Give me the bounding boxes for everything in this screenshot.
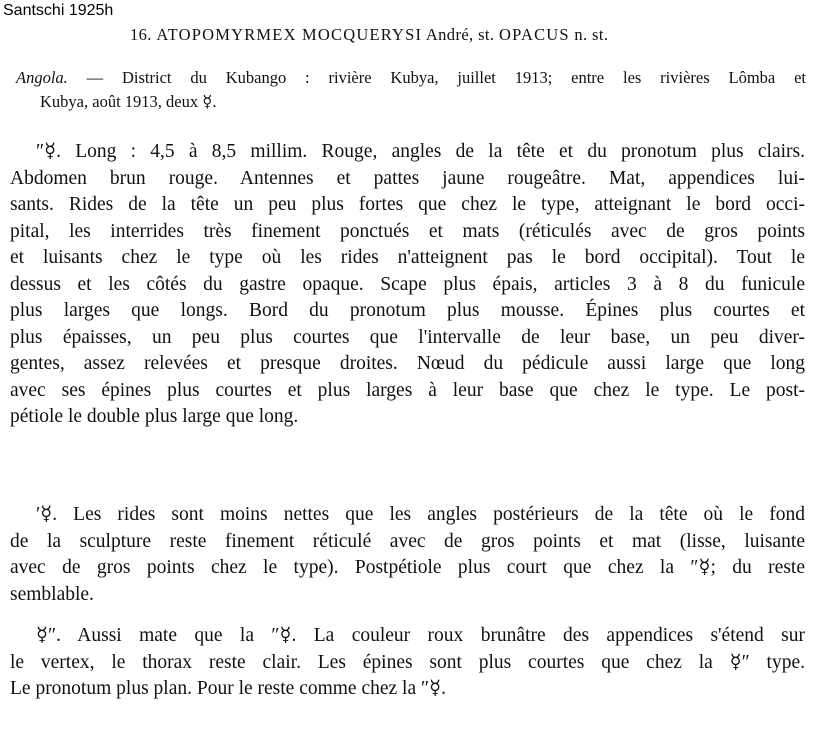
text-line: avec ses épines plus courtes et plus larges à leur base que chez le type. Le post- [10, 379, 805, 401]
text-line: dessus et les côtés du gastre opaque. Scape plus épais, articles 3 à 8 du funicule [10, 273, 805, 295]
text-line: gentes, assez relevées et presque droites. Nœud du pédicule aussi large que long [10, 353, 805, 374]
text-line: plus larges que longs. Bord du pronotum plus mousse. Épines plus courtes et [10, 300, 805, 321]
locality-region: Angola. [16, 68, 68, 87]
text-line: ″☿. Long : 4,5 à 8,5 millim. Rouge, angles de la tête et du pronotum plus clairs. [36, 141, 805, 162]
text-line: plus épaisses, un peu plus courtes que l'intervalle de leur base, un peu diver- [10, 326, 805, 348]
description-paragraph-queen [10, 623, 805, 703]
text-line: pital, les interrides très finement ponctués et mats (réticulés avec de gros points [10, 220, 805, 242]
locality-details: — District du Kubango : rivière Kubya, juillet 1913; entre les rivières Lômba et [86, 68, 806, 87]
text-line: de la sculpture reste finement réticulé avec de gros points et mat (lisse, luisante [10, 530, 805, 552]
species-number: 16. [130, 25, 152, 44]
text-line: Le pronotum plus plan. Pour le reste comme chez la ″☿. [10, 678, 446, 699]
taxon-status: n. st. [574, 25, 609, 44]
species-name: ATOPOMYRMEX MOCQUERYSI [156, 25, 423, 44]
species-author: André, st. [425, 25, 495, 44]
subspecies-name: OPACUS [498, 25, 570, 44]
locality-line [16, 66, 806, 90]
description-paragraph-minor-worker [10, 502, 805, 608]
text-line: ☿″. Aussi mate que la ″☿. La couleur roux brunâtre des appendices s'étend sur [36, 625, 805, 646]
text-line: avec de gros points chez le type). Postpétiole plus court que chez la ″☿; du reste [10, 557, 805, 578]
text-line: pétiole le double plus large que long. [10, 406, 299, 427]
species-heading [130, 25, 608, 45]
text-line: sants. Rides de la tête un peu plus fortes que chez le type, atteignant le bord occi- [10, 194, 805, 215]
text-line: le vertex, le thorax reste clair. Les épines sont plus courtes que chez la ☿″ type. [10, 651, 805, 673]
description-paragraph-major-worker [10, 139, 805, 431]
text-line: Abdomen brun rouge. Antennes et pattes jaune rougeâtre. Mat, appendices lui- [10, 167, 805, 189]
text-line: semblable. [10, 583, 94, 605]
text-line: ′☿. Les rides sont moins nettes que les angles postérieurs de la tête où le fond [36, 504, 805, 525]
citation-label: Santschi 1925h [3, 2, 114, 19]
text-line: et luisants chez le type où les rides n'atteignent pas le bord occipital). Tout le [10, 247, 805, 268]
locality-line: Kubya, août 1913, deux ☿. [40, 92, 217, 111]
locality-record [16, 66, 806, 114]
